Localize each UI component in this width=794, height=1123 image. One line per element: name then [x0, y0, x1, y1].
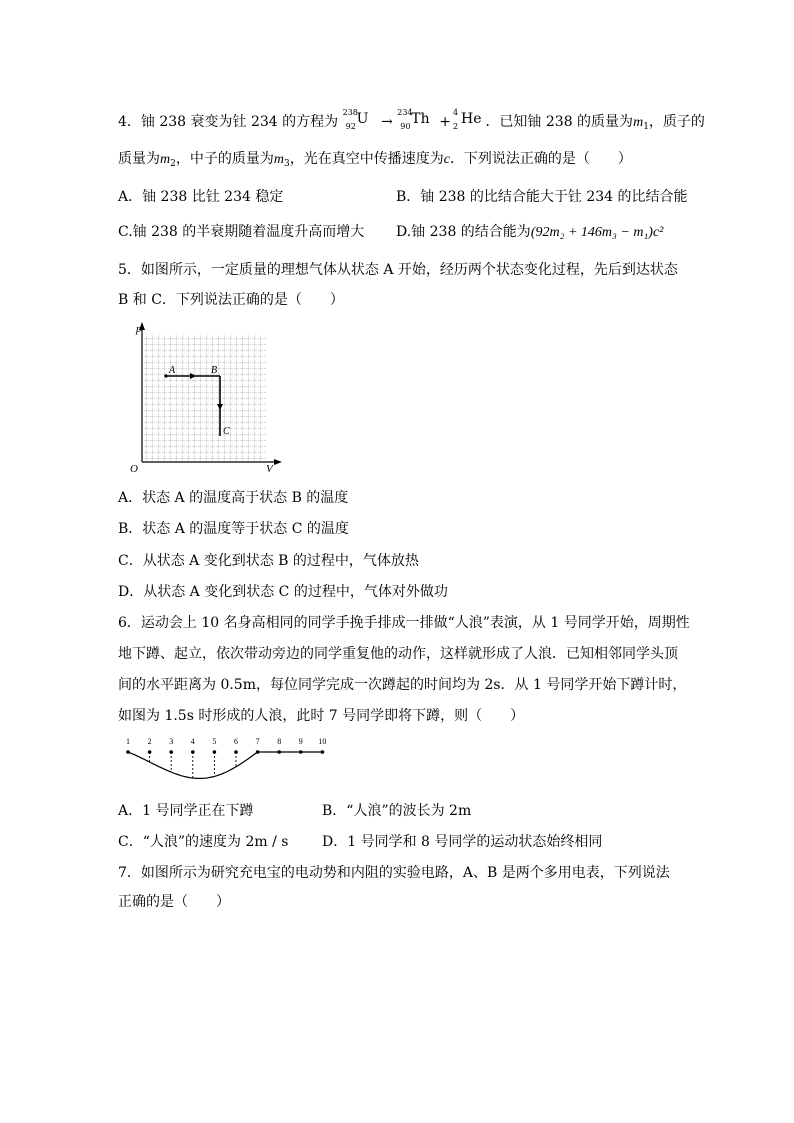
q6-option-b: B．“人浪”的波长为 2m — [322, 803, 472, 819]
m2: m — [160, 152, 171, 167]
q5-option-a: A．状态 A 的温度高于状态 B 的温度 — [118, 490, 349, 506]
q7-line2: 正确的是（ ） — [118, 894, 230, 910]
point-a — [164, 374, 167, 377]
u-mass: 238 — [342, 108, 358, 117]
student-number-8: 8 — [277, 737, 282, 746]
pv-grid — [142, 334, 266, 462]
q5-option-b: B．状态 A 的温度等于状态 C 的温度 — [118, 521, 349, 537]
arrow: → — [381, 114, 393, 130]
helium-nuclide — [451, 108, 482, 131]
student-head-1 — [126, 750, 130, 754]
he-z: 2 — [452, 122, 459, 131]
q5-line1: 5．如图所示，一定质量的理想气体从状态 A 开始，经历两个状态变化过程，先后到达状态 — [118, 262, 678, 278]
he-sym: He — [460, 111, 482, 127]
q6-line3: 间的水平距离为 0.5m，每位同学完成一次蹲起的时间均为 2s．从 1 号同学开始下蹲计时， — [118, 677, 687, 693]
student-number-6: 6 — [234, 737, 238, 746]
origin-label: O — [130, 463, 138, 474]
student-number-2: 2 — [147, 737, 152, 746]
thorium-nuclide — [397, 108, 439, 131]
q7-line1: 7．如图所示为研究充电宝的电动势和内阻的实验电路，A、B 是两个多用电表，下列说法 — [118, 865, 670, 881]
b-label: B — [211, 365, 218, 376]
m3-sub: 3 — [283, 159, 290, 169]
q4-text: 质量为 — [118, 151, 160, 167]
q4-text: ．下列说法正确的是（ ） — [449, 151, 632, 167]
q6-option-c: C．“人浪”的速度为 2m / s — [118, 834, 289, 850]
q4-text: 4．铀 238 衰变为钍 234 的方程为 — [118, 114, 339, 130]
u-z: 92 — [345, 122, 356, 131]
c-symbol: c — [443, 152, 450, 167]
student-head-7 — [256, 750, 260, 754]
q4-option-a: A．铀 238 比钍 234 稳定 — [118, 189, 284, 205]
th-mass: 234 — [397, 108, 413, 117]
plus: + — [439, 114, 451, 130]
q5-option-d: D．从状态 A 变化到状态 C 的过程中，气体对外做功 — [118, 584, 448, 600]
q4-option-d — [396, 223, 663, 242]
student-number-1: 1 — [126, 737, 130, 746]
q4-text: ，光在真空中传播速度为 — [289, 151, 444, 167]
q5-line2: B 和 C．下列说法正确的是（ ） — [118, 292, 344, 308]
p-label: p — [136, 323, 142, 335]
m1-sub: 1 — [643, 122, 649, 132]
q6-line2: 地下蹲、起立，依次带动旁边的同学重复他的动作，这样就形成了人浪．已知相邻同学头顶 — [118, 646, 678, 662]
a-label: A — [169, 365, 176, 376]
human-wave-figure — [118, 734, 338, 792]
v-label: V — [266, 463, 273, 474]
c-label: C — [223, 426, 230, 437]
th-z: 90 — [400, 122, 411, 131]
q4-line1 — [118, 110, 705, 136]
q4-option-d-text: D.铀 238 的结合能为 — [396, 224, 531, 240]
q6-line1: 6．运动会上 10 名身高相同的同学手挽手排成一排做“人浪”表演，从 1 号同学开始，周期性 — [118, 615, 690, 631]
m2-sub: 2 — [170, 159, 176, 169]
q4-line2 — [118, 150, 632, 173]
m3: m — [273, 152, 284, 167]
student-number-5: 5 — [212, 737, 217, 746]
student-number-9: 9 — [298, 737, 303, 746]
student-number-3: 3 — [169, 737, 174, 746]
th-sym: Th — [411, 111, 430, 127]
binding-energy-formula: (92m₂ + 146m₃ − m₁)c² — [530, 225, 664, 240]
q6-line4: 如图为 1.5s 时形成的人浪，此时 7 号同学即将下蹲，则（ ） — [118, 708, 525, 724]
he-mass: 4 — [452, 108, 459, 117]
pv-graph — [116, 320, 286, 474]
student-number-10: 10 — [318, 737, 327, 746]
uranium-nuclide — [342, 108, 377, 131]
q4-option-b: B．铀 238 的比结合能大于钍 234 的比结合能 — [396, 189, 688, 205]
q4-text: ，质子的 — [648, 114, 705, 130]
student-head-8 — [277, 750, 281, 754]
q6-option-d: D．1 号同学和 8 号同学的运动状态始终相同 — [322, 834, 603, 850]
q4-text: ．已知铀 238 的质量为 — [485, 114, 634, 130]
student-number-7: 7 — [255, 737, 260, 746]
q4-option-c: C.铀 238 的半衰期随着温度升高而增大 — [118, 224, 365, 240]
m1: m — [633, 115, 644, 130]
student-number-4: 4 — [190, 737, 195, 746]
q5-option-c: C．从状态 A 变化到状态 B 的过程中，气体放热 — [118, 553, 419, 569]
q6-option-a: A．1 号同学正在下蹲 — [118, 803, 254, 819]
v-axis-arrow-icon — [274, 459, 282, 465]
q4-text: ，中子的质量为 — [175, 151, 274, 167]
u-sym: U — [356, 111, 369, 127]
student-head-10 — [321, 750, 325, 754]
student-head-9 — [299, 750, 303, 754]
